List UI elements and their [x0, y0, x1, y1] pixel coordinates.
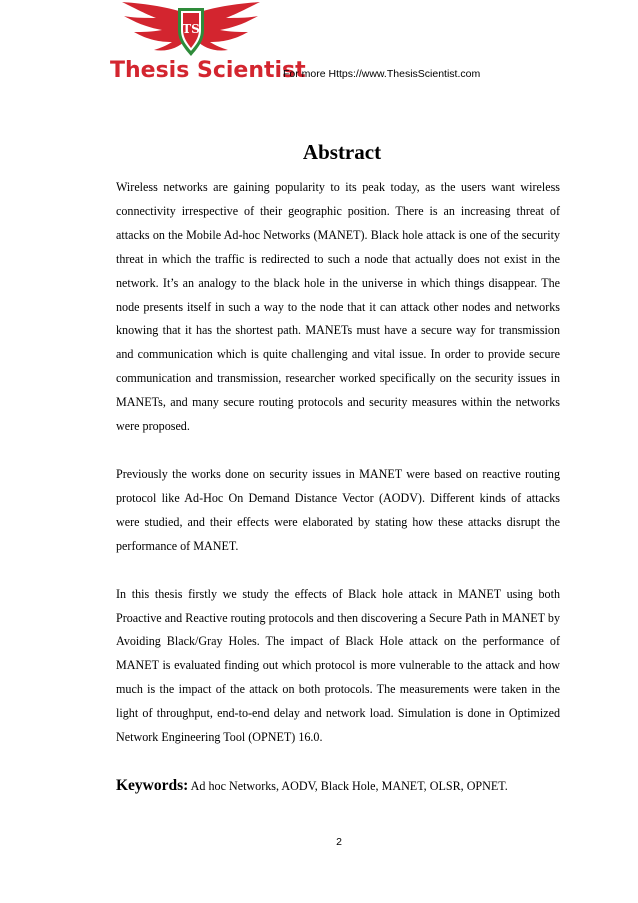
page-header: [104, 0, 524, 90]
abstract-body: [116, 176, 560, 799]
abstract-paragraph-2: Previously the works done on security issues in MANET were based on reactive routing protocol like Ad-Hoc On Demand Distance Vector (AODV). Different kinds of attacks were studied, and their effects were elaborated by stating how these attacks disrupt the performance of MANET.: [116, 466, 560, 553]
page-number: 2: [336, 836, 342, 848]
keywords-text: Ad hoc Networks, AODV, Black Hole, MANET, OLSR, OPNET.: [188, 778, 508, 793]
abstract-paragraph-3: In this thesis firstly we study the effects of Black hole attack in MANET using both Proactive and Reactive routing protocols and then discovering a Secure Path in MANET by Avoiding Black/Gray Holes. The impact of Black Hole attack on the performance of MANET is evaluated finding out which protocol is more vulnerable to the attack and how much is the impact of the attack on both protocols. The measurements were taken in the light of throughput, end-to-end delay and network load. Simulation is done in Optimized Network Engineering Tool (OPNET) 16.0.: [116, 586, 560, 745]
winged-shield-logo-icon: [116, 0, 266, 62]
brand-name: Thesis Scientist: [110, 58, 306, 83]
logo-letters: TS: [182, 22, 200, 36]
keywords-label: Keywords:: [116, 776, 189, 794]
keywords-line: [116, 774, 560, 799]
page-title: Abstract: [302, 140, 382, 164]
header-url-text: For more Https://www.ThesisScientist.com: [283, 68, 481, 80]
abstract-paragraph-1: Wireless networks are gaining popularity to its peak today, as the users want wireless connectivity irrespective of their geographic position. There is an increasing threat of attacks on the Mobile Ad-hoc Networks (MANET). Black hole attack is one of the security threat in which the traffic is redirected to such a node that actually does not exist in the network. It’s an analogy to the black hole in the universe in which things disappear. The node presents itself in such a way to the node that it can attack other nodes and networks knowing that it has the shortest path. MANETs must have a secure way for transmission and communication which is quite challenging and vital issue. In order to provide secure communication and transmission, researcher worked specifically on the security issues in MANETs, and many secure routing protocols and security measures within the networks were proposed.: [116, 180, 560, 434]
